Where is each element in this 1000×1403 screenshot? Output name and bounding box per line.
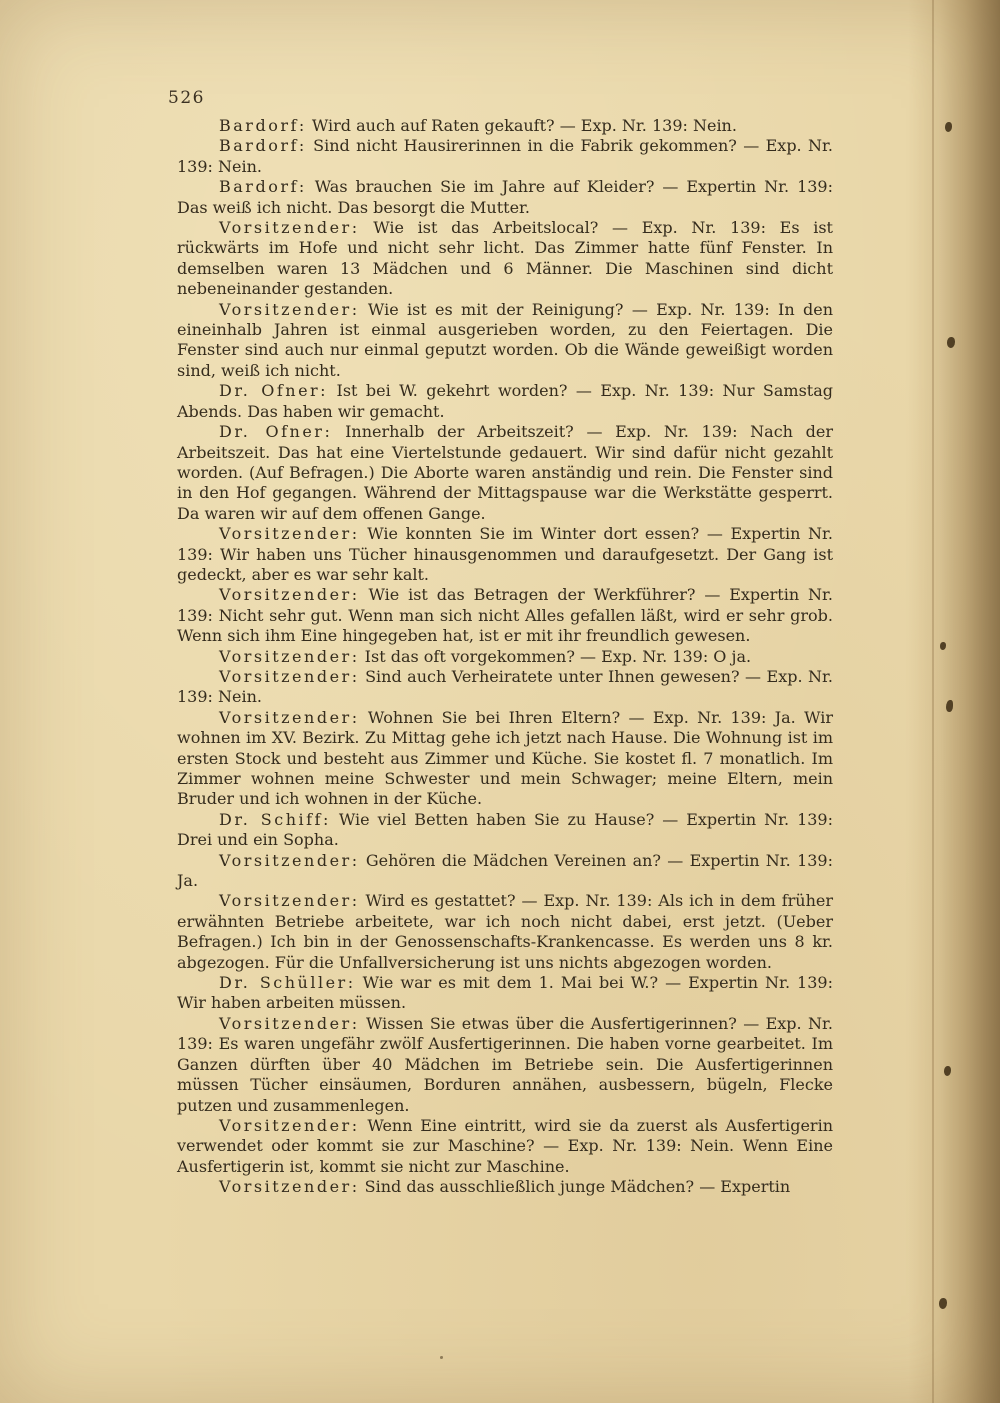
speaker-name: Bardorf: [219, 177, 307, 197]
transcript-paragraph [177, 524, 833, 585]
speech-text: Wenn Eine eintritt, wird sie da zuerst als Ausfertigerin verwendet oder kommt sie zur Maschine? — Exp. Nr. 139: Nein. Wenn Eine Ausfertigerin ist, kommt sie nicht zur Maschine. [177, 1115, 833, 1176]
speaker-name: Vorsitzender: [219, 524, 360, 544]
speech-text: Ist bei W. gekehrt worden? — Exp. Nr. 139: Nur Samstag Abends. Das haben wir gemacht. [177, 381, 833, 421]
transcript-paragraph [177, 667, 833, 708]
transcript-paragraph [177, 1177, 833, 1197]
speech-text: Sind nicht Hausirerinnen in die Fabrik gekommen? — Exp. Nr. 139: Nein. [177, 136, 833, 176]
transcript-paragraph [177, 116, 833, 136]
transcript-paragraph [177, 218, 833, 300]
transcript-paragraph [177, 891, 833, 973]
speech-text: Ist das oft vorgekommen? — Exp. Nr. 139: O ja. [364, 646, 752, 666]
speaker-name: Vorsitzender: [219, 1115, 360, 1135]
speech-text: Innerhalb der Arbeitszeit? — Exp. Nr. 139: Nach der Arbeitszeit. Das hat eine Viertelstunde gedauert. Wir sind dafür nicht gezahlt worden. (Auf Befragen.) Die Aborte waren anständig und rein. Die Fenster sind in den Hof gegangen. Während der Mittagspause war die Werkstätte gesperrt. Da waren wir auf dem offenen Gange. [177, 422, 834, 523]
speaker-name: Vorsitzender: [219, 299, 360, 319]
speaker-name: Vorsitzender: [219, 1013, 360, 1033]
book-binding-edge [908, 0, 1000, 1403]
speaker-name: Dr. Schiff: [219, 809, 331, 829]
transcript-paragraph [177, 422, 833, 524]
transcript-paragraph [177, 177, 833, 218]
speaker-name: Bardorf: [219, 116, 307, 135]
speaker-name: Vorsitzender: [219, 1177, 360, 1197]
speaker-name: Vorsitzender: [219, 666, 360, 686]
transcript-paragraph [177, 585, 833, 646]
page-number: 526 [168, 88, 205, 108]
speaker-name: Vorsitzender: [219, 850, 360, 870]
transcript-text-column [177, 116, 833, 1198]
speech-text: Wohnen Sie bei Ihren Eltern? — Exp. Nr. 139: Ja. Wir wohnen im XV. Bezirk. Zu Mittag gehe ich jetzt nach Hause. Die Wohnung ist im ersten Stock und besteht aus Zimmer und Küche. Sie kostet fl. 7 monatlich. Im Zimmer wohnen meine Schwester und mein Schwager; meine Eltern, mein Bruder und ich wohnen in der Küche. [177, 707, 833, 809]
speaker-name: Vorsitzender: [219, 218, 360, 238]
speaker-name: Vorsitzender: [219, 891, 360, 911]
speech-text: Was brauchen Sie im Jahre auf Kleider? — Expertin Nr. 139: Das weiß ich nicht. Das besorgt die Mutter. [177, 177, 833, 217]
speaker-name: Vorsitzender: [219, 646, 360, 666]
transcript-paragraph [177, 810, 833, 851]
speech-text: Wie ist es mit der Reinigung? — Exp. Nr. 139: In den eineinhalb Jahren ist einmal ausgerieben worden, zu den Feiertagen. Die Fenster sind auch nur einmal geputzt worden. Ob die Wände geweißigt worden sind, weiß ich nicht. [177, 299, 833, 380]
speaker-name: Vorsitzender: [219, 707, 360, 727]
speaker-name: Dr. Ofner: [219, 381, 329, 401]
speech-text: Wie viel Betten haben Sie zu Hause? — Expertin Nr. 139: Drei und ein Sopha. [177, 809, 834, 850]
page-edge-line [932, 0, 934, 1403]
speech-text: Sind das ausschließlich junge Mädchen? — Expertin [364, 1177, 791, 1197]
transcript-paragraph [177, 1014, 833, 1116]
speech-text: Wie war es mit dem 1. Mai bei W.? — Expertin Nr. 139: Wir haben arbeiten müssen. [177, 973, 833, 1013]
speech-text: Wie ist das Arbeitslocal? — Exp. Nr. 139: Es ist rückwärts im Hofe und nicht sehr licht. Das Zimmer hatte fünf Fenster. In demselben waren 13 Mädchen und 6 Männer. Die Maschinen sind dicht nebeneinander gestanden. [177, 218, 833, 299]
speech-text: Wird es gestattet? — Exp. Nr. 139: Als ich in dem früher erwähnten Betriebe arbeitete, war ich noch nicht dabei, erst jetzt. (Ueber Befragen.) Ich bin in der Genossenschafts-Krankencasse. Es werden uns 8 kr. abgezogen. Für die Unfallversicherung ist uns nichts abgezogen worden. [177, 891, 833, 972]
speech-text: Wie ist das Betragen der Werkführer? — Expertin Nr. 139: Nicht sehr gut. Wenn man sich nicht Alles gefallen läßt, wird er sehr grob. Wenn sich ihm Eine hingegeben hat, ist er mit ihr freundlich gewesen. [177, 585, 833, 646]
transcript-paragraph [177, 1116, 833, 1177]
transcript-paragraph [177, 381, 833, 422]
speech-text: Wissen Sie etwas über die Ausfertigerinnen? — Exp. Nr. 139: Es waren ungefähr zwölf Ausfertigerinnen. Die haben vorne gearbeitet. Im Ganzen dürften über 40 Mädchen im Betriebe sein. Die Ausfertigerinnen müssen Tücher einsäumen, Borduren annähen, ausbessern, bügeln, Flecke putzen und zusammenlegen. [177, 1013, 833, 1115]
transcript-paragraph [177, 708, 833, 810]
binding-speck [946, 700, 953, 712]
speech-text: Wie konnten Sie im Winter dort essen? — Expertin Nr. 139: Wir haben uns Tücher hinausgenommen und daraufgesetzt. Der Gang ist gedeckt, aber es war sehr kalt. [177, 524, 834, 584]
transcript-paragraph [177, 647, 833, 667]
speech-text: Wird auch auf Raten gekauft? — Exp. Nr. 139: Nein. [311, 116, 737, 135]
speaker-name: Dr. Ofner: [219, 422, 333, 442]
transcript-paragraph [177, 973, 833, 1014]
transcript-paragraph [177, 851, 833, 892]
speaker-name: Dr. Schüller: [219, 973, 356, 993]
speaker-name: Bardorf: [219, 136, 307, 156]
transcript-paragraph [177, 136, 833, 177]
speaker-name: Vorsitzender: [219, 585, 360, 605]
transcript-paragraph [177, 300, 833, 382]
speech-text: Sind auch Verheiratete unter Ihnen gewesen? — Exp. Nr. 139: Nein. [177, 666, 833, 707]
speech-text: Gehören die Mädchen Vereinen an? — Expertin Nr. 139: Ja. [177, 850, 833, 891]
